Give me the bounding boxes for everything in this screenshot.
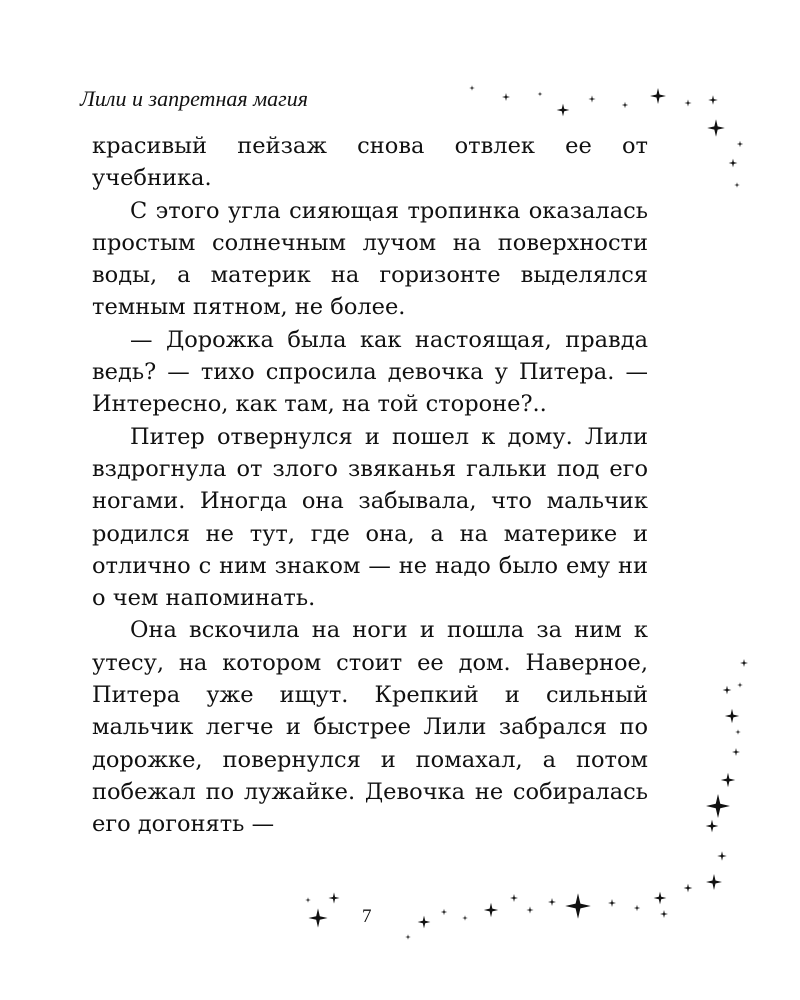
paragraph-1: красивый пейзаж снова отвлек ее от учебника. [92, 133, 648, 192]
paragraph-5: Она вскочила на ноги и пошла за ним к утесу, на котором стоит ее дом. Наверное, Питера уже ищут. Крепкий и сильный мальчик легче и быстрее Лили забрался по дорожке, повернулся и помахал, а потом побежал по лужайке. Девочка не собиралась его догонять — [92, 617, 648, 838]
running-head: Лили и запретная магия [80, 86, 308, 111]
paragraph-4: Питер отвернулся и пошел к дому. Лили вздрогнула от злого звяканья гальки под его ногами. Иногда она забывала, что мальчик родился не тут, где она, а на материке и отлично с ним знаком — не надо было ему ни о чем напоминать. [92, 423, 648, 612]
right-sparkles [684, 659, 748, 892]
page-number: 7 [362, 906, 372, 927]
body-text [92, 130, 648, 841]
paragraph-2: С этого угла сияющая тропинка оказалась простым солнечным лучом на поверхности воды, а материк на горизонте выделялся темным пятном, не более. [92, 197, 648, 321]
paragraph-3: — Дорожка была как настоящая, правда ведь? — тихо спросила девочка у Питера. — Интересно, как там, на той стороне?.. [92, 326, 648, 418]
bottom-sparkles [305, 892, 668, 940]
